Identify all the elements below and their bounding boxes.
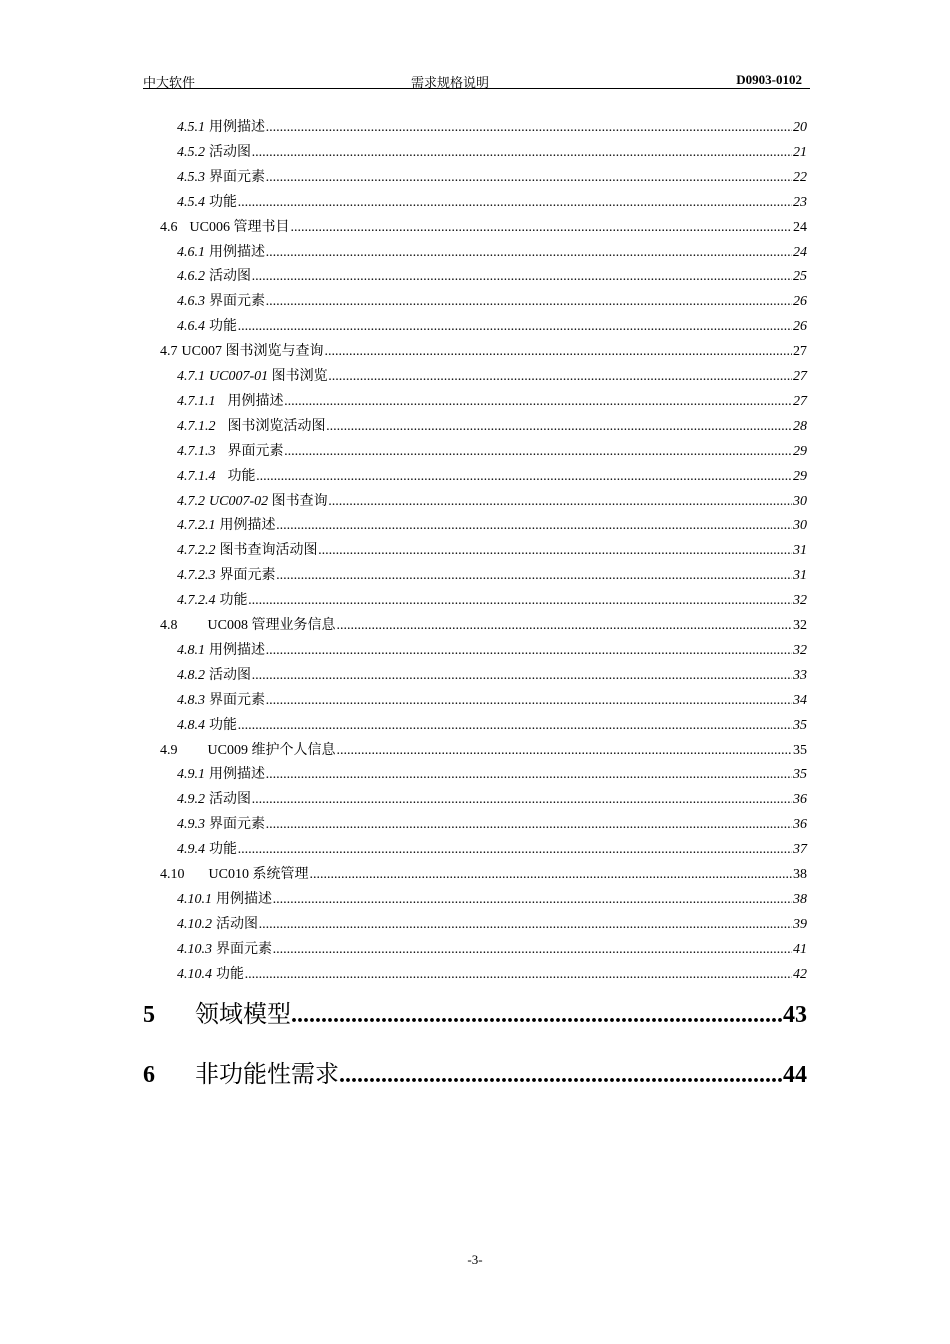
toc-entry-title: 活动图 bbox=[209, 269, 251, 285]
toc-entry-number: 4.5.4 bbox=[177, 194, 205, 210]
toc-entry-number: 4.7.1.1 bbox=[177, 393, 216, 409]
toc-leader-dots bbox=[277, 566, 793, 586]
toc-entry-title: 功能 bbox=[209, 842, 237, 858]
toc-entry[interactable] bbox=[177, 118, 807, 138]
toc-entry-page: 22 bbox=[793, 169, 807, 185]
toc-entry-title: UC007-02 图书查询 bbox=[209, 493, 328, 509]
toc-entry[interactable] bbox=[177, 292, 807, 312]
toc-entry-number: 4.8.3 bbox=[177, 692, 205, 708]
toc-entry-title: 活动图 bbox=[209, 792, 251, 808]
toc-entry-title: UC010 系统管理 bbox=[208, 867, 309, 882]
toc-entry-page: 24 bbox=[793, 244, 807, 260]
toc-entry-number: 4.7.2.2 bbox=[177, 543, 216, 559]
toc-entry-number: 4.10.4 bbox=[177, 966, 212, 982]
toc-entry-number: 4.5.1 bbox=[177, 120, 205, 135]
toc-entry-page: 34 bbox=[793, 692, 807, 708]
toc-leader-dots bbox=[285, 442, 793, 462]
toc-leader-dots bbox=[273, 940, 792, 960]
toc-entry-title: 功能 bbox=[227, 468, 256, 484]
chapter-page: 44 bbox=[783, 1062, 807, 1088]
toc-entry[interactable] bbox=[177, 467, 807, 487]
toc-entry[interactable] bbox=[177, 417, 807, 437]
toc-leader-dots bbox=[339, 1058, 783, 1092]
toc-leader-dots bbox=[252, 143, 792, 163]
toc-entry[interactable] bbox=[160, 218, 807, 238]
toc-entry[interactable] bbox=[177, 965, 807, 985]
toc-entry[interactable] bbox=[177, 442, 807, 462]
toc-entry-title: UC009 维护个人信息 bbox=[207, 742, 336, 758]
page-number: -3- bbox=[467, 1252, 483, 1267]
toc-entry-number: 4.10 bbox=[160, 867, 185, 882]
toc-leader-dots bbox=[245, 965, 792, 985]
toc-leader-dots bbox=[257, 467, 793, 487]
toc-entry-page: 33 bbox=[793, 667, 807, 683]
toc-entry-title: 界面元素 bbox=[209, 817, 265, 833]
toc-entry[interactable] bbox=[177, 317, 807, 337]
toc-leader-dots bbox=[277, 516, 793, 536]
toc-entry[interactable] bbox=[177, 168, 807, 188]
toc-entry[interactable] bbox=[177, 143, 807, 163]
toc-entry-page: 32 bbox=[793, 618, 807, 633]
toc-entry-number: 4.8 bbox=[160, 618, 178, 633]
toc-chapter-entry[interactable] bbox=[143, 998, 807, 1032]
toc-entry-number: 4.7.2.4 bbox=[177, 593, 216, 609]
toc-entry-number: 4.6.2 bbox=[177, 269, 205, 285]
toc-entry-page: 23 bbox=[793, 194, 807, 210]
toc-leader-dots bbox=[309, 865, 792, 885]
toc-entry-number: 4.9.4 bbox=[177, 842, 205, 858]
toc-entry-title: 图书浏览活动图 bbox=[227, 418, 326, 434]
toc-leader-dots bbox=[329, 492, 792, 512]
toc-entry-page: 38 bbox=[793, 891, 807, 907]
toc-entry-page: 26 bbox=[793, 319, 807, 335]
toc-entry-number: 4.7.2.1 bbox=[177, 518, 216, 534]
toc-entry-number: 4.8.2 bbox=[177, 667, 205, 683]
toc-entry-number: 4.10.1 bbox=[177, 891, 212, 907]
toc-entry-page: 26 bbox=[793, 294, 807, 310]
toc-entry-number: 4.7.2 bbox=[177, 493, 205, 509]
toc-leader-dots bbox=[266, 691, 792, 711]
toc-entry-page: 30 bbox=[793, 518, 807, 534]
toc-entry[interactable] bbox=[177, 890, 807, 910]
toc-entry[interactable] bbox=[177, 492, 807, 512]
toc-entry-number: 4.10.3 bbox=[177, 941, 212, 957]
toc-entry-number: 4.5.2 bbox=[177, 144, 205, 160]
toc-entry-title: UC008 管理业务信息 bbox=[207, 618, 336, 633]
toc-entry[interactable] bbox=[177, 243, 807, 263]
toc-entry[interactable] bbox=[177, 840, 807, 860]
toc-leader-dots bbox=[238, 840, 792, 860]
toc-leader-dots bbox=[319, 541, 793, 561]
toc-entry[interactable] bbox=[177, 516, 807, 536]
toc-entry-title: 界面元素 bbox=[209, 692, 265, 708]
toc-entry-number: 4.8.1 bbox=[177, 642, 205, 658]
toc-entry-title: 图书查询活动图 bbox=[219, 543, 318, 559]
toc-leader-dots bbox=[266, 292, 792, 312]
toc-entry-page: 27 bbox=[793, 393, 807, 409]
toc-entry[interactable] bbox=[177, 790, 807, 810]
toc-leader-dots bbox=[238, 317, 792, 337]
toc-entry-page: 24 bbox=[793, 219, 807, 235]
toc-entry-page: 39 bbox=[793, 916, 807, 932]
toc-entry-title: 功能 bbox=[219, 593, 248, 609]
toc-leader-dots bbox=[252, 267, 792, 287]
toc-entry-page: 35 bbox=[793, 742, 807, 758]
toc-entry[interactable] bbox=[177, 641, 807, 661]
toc-entry[interactable] bbox=[177, 765, 807, 785]
chapter-title: 领域模型 bbox=[195, 1002, 291, 1028]
toc-leader-dots bbox=[329, 367, 792, 387]
toc-entry-title: 用例描述 bbox=[209, 244, 265, 260]
toc-leader-dots bbox=[266, 168, 792, 188]
toc-leader-dots bbox=[249, 591, 793, 611]
toc-leader-dots bbox=[238, 716, 792, 736]
toc-entry[interactable] bbox=[177, 591, 807, 611]
toc-leader-dots bbox=[273, 890, 792, 910]
toc-leader-dots bbox=[238, 193, 792, 213]
toc-entry-title: 用例描述 bbox=[227, 393, 284, 409]
toc-leader-dots bbox=[252, 790, 792, 810]
toc-entry-number: 4.7.1.3 bbox=[177, 443, 216, 459]
toc-entry[interactable] bbox=[177, 566, 807, 586]
toc-entry-number: 4.7.1.2 bbox=[177, 418, 216, 434]
toc-entry-title: 界面元素 bbox=[216, 941, 272, 957]
toc-entry-number: 4.7 bbox=[160, 344, 178, 360]
toc-entry-title: 功能 bbox=[216, 966, 244, 982]
toc-entry-title: 界面元素 bbox=[209, 169, 265, 185]
toc-entry-title: 功能 bbox=[209, 194, 237, 210]
toc-leader-dots bbox=[327, 417, 793, 437]
toc-entry-title: 活动图 bbox=[209, 667, 251, 683]
toc-entry[interactable] bbox=[177, 193, 807, 213]
toc-entry-title: 活动图 bbox=[216, 916, 258, 932]
toc-entry-title: UC006 管理书目 bbox=[189, 219, 290, 235]
toc-entry-number: 4.5.3 bbox=[177, 169, 205, 185]
toc-entry-title: 用例描述 bbox=[209, 767, 265, 783]
toc-entry[interactable] bbox=[160, 342, 807, 362]
page-header bbox=[143, 70, 810, 89]
toc-entry-page: 29 bbox=[793, 443, 807, 459]
toc-entry[interactable] bbox=[177, 267, 807, 287]
toc-leader-dots bbox=[252, 666, 792, 686]
toc-leader-dots bbox=[291, 998, 783, 1032]
toc-entry-page: 35 bbox=[793, 767, 807, 783]
toc-entry-page: 29 bbox=[793, 468, 807, 484]
toc-entry-page: 41 bbox=[793, 941, 807, 957]
toc-entry-number: 4.6.1 bbox=[177, 244, 205, 260]
toc-entry-title: UC007-01 图书浏览 bbox=[209, 369, 328, 384]
toc-entry[interactable] bbox=[160, 865, 807, 885]
toc-entry-page: 30 bbox=[793, 493, 807, 509]
toc-entry-title: 功能 bbox=[209, 717, 237, 733]
toc-entry-page: 35 bbox=[793, 717, 807, 733]
toc-leader-dots bbox=[285, 392, 793, 412]
toc-entry-page: 36 bbox=[793, 792, 807, 808]
header-doc-title: 需求规格说明 bbox=[411, 75, 490, 90]
toc-entry-title: 功能 bbox=[209, 319, 237, 335]
toc-entry-title: 用例描述 bbox=[219, 518, 276, 534]
header-doc-id: D0903-0102 bbox=[736, 72, 802, 87]
chapter-page: 43 bbox=[783, 1002, 807, 1028]
toc-entry-title: 活动图 bbox=[209, 144, 251, 160]
toc-entry-page: 28 bbox=[793, 418, 807, 434]
toc-entry-number: 4.7.2.3 bbox=[177, 568, 216, 584]
toc-entry-title: 界面元素 bbox=[209, 294, 265, 310]
toc-entry-number: 4.10.2 bbox=[177, 916, 212, 932]
toc-entry-title: 用例描述 bbox=[209, 120, 265, 135]
toc-chapter-entry[interactable] bbox=[143, 1058, 807, 1092]
toc-entry[interactable] bbox=[160, 616, 807, 636]
toc-entry-page: 27 bbox=[793, 369, 807, 384]
toc-entry-page: 42 bbox=[793, 966, 807, 982]
toc-entry[interactable] bbox=[177, 815, 807, 835]
toc-entry-title: 界面元素 bbox=[219, 568, 276, 584]
toc-entry[interactable] bbox=[177, 940, 807, 960]
toc-entry-page: 31 bbox=[793, 543, 807, 559]
toc-entry[interactable] bbox=[177, 691, 807, 711]
toc-entry-number: 4.9 bbox=[160, 742, 178, 758]
toc-entry-number: 4.7.1 bbox=[177, 369, 205, 384]
toc-entry-page: 25 bbox=[793, 269, 807, 285]
toc-entry-number: 4.9.2 bbox=[177, 792, 205, 808]
toc-entry-number: 4.6 bbox=[160, 219, 178, 235]
toc-leader-dots bbox=[259, 915, 792, 935]
toc-leader-dots bbox=[266, 243, 792, 263]
toc-entry-number: 4.9.1 bbox=[177, 767, 205, 783]
toc-entry-page: 36 bbox=[793, 817, 807, 833]
toc-entry-page: 31 bbox=[793, 568, 807, 584]
toc-entry[interactable] bbox=[160, 741, 807, 761]
toc-entry-number: 4.9.3 bbox=[177, 817, 205, 833]
toc-leader-dots bbox=[336, 616, 792, 636]
chapter-title: 非功能性需求 bbox=[195, 1062, 339, 1088]
toc-entry-number: 4.6.3 bbox=[177, 294, 205, 310]
toc-entry-title: 用例描述 bbox=[209, 642, 265, 658]
toc-entry-page: 32 bbox=[793, 593, 807, 609]
toc-entry-number: 4.6.4 bbox=[177, 319, 205, 335]
toc-entry[interactable] bbox=[177, 367, 807, 387]
header-company: 中大软件 bbox=[143, 75, 196, 90]
toc-entry[interactable] bbox=[177, 666, 807, 686]
toc-leader-dots bbox=[266, 118, 792, 138]
toc-entry-title: 用例描述 bbox=[216, 891, 272, 907]
toc-entry-page: 27 bbox=[793, 344, 807, 360]
toc-entry[interactable] bbox=[177, 915, 807, 935]
toc-leader-dots bbox=[336, 741, 792, 761]
toc-entry[interactable] bbox=[177, 541, 807, 561]
toc-entry[interactable] bbox=[177, 392, 807, 412]
toc-leader-dots bbox=[266, 765, 792, 785]
chapter-number: 6 bbox=[143, 1062, 155, 1088]
toc-entry-page: 37 bbox=[793, 842, 807, 858]
toc-entry-number: 4.7.1.4 bbox=[177, 468, 216, 484]
chapter-number: 5 bbox=[143, 1002, 155, 1028]
toc-entry-title: 界面元素 bbox=[227, 443, 284, 459]
toc-entry-page: 38 bbox=[793, 867, 807, 882]
toc-entry-title: UC007 图书浏览与查询 bbox=[181, 344, 324, 360]
toc-leader-dots bbox=[324, 342, 792, 362]
toc-entry-number: 4.8.4 bbox=[177, 717, 205, 733]
toc-entry-page: 32 bbox=[793, 642, 807, 658]
toc-leader-dots bbox=[266, 641, 792, 661]
toc-entry[interactable] bbox=[177, 716, 807, 736]
toc-leader-dots bbox=[290, 218, 792, 238]
toc-entry-page: 20 bbox=[793, 120, 807, 135]
toc-leader-dots bbox=[266, 815, 792, 835]
toc-entry-page: 21 bbox=[793, 144, 807, 160]
